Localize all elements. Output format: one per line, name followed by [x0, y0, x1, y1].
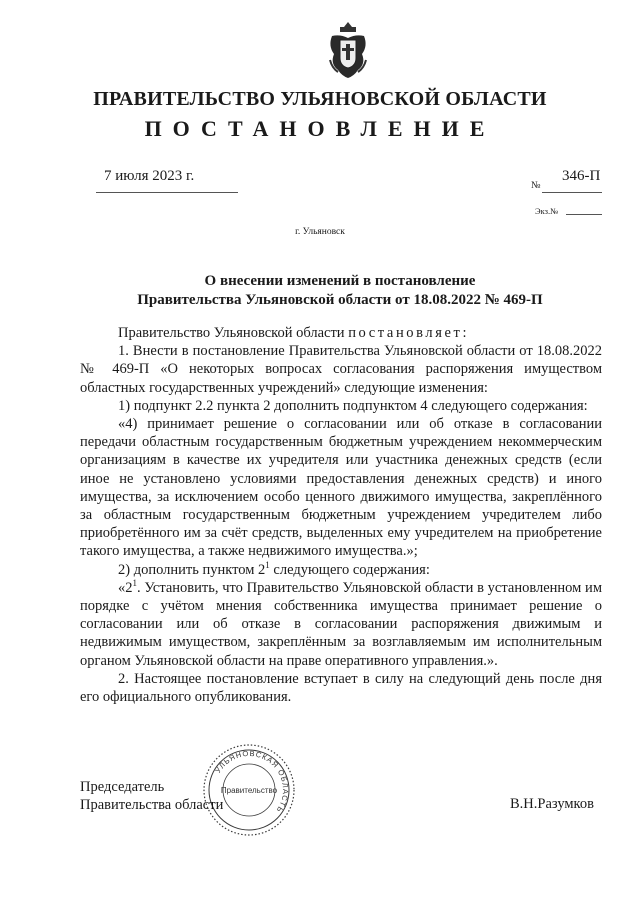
position-line-2: Правительства области	[80, 797, 224, 813]
date-underline	[96, 192, 238, 193]
document-body	[80, 324, 602, 706]
heading-line-2: Правительства Ульяновской области от 18.08.2022 № 469-П	[137, 292, 543, 308]
number-sign: №	[531, 180, 541, 191]
stamp-center-text: Правительство	[220, 786, 278, 795]
heading-line-1: О внесении изменений в постановление	[204, 273, 476, 289]
copy-number-label: Экз.№	[535, 206, 559, 216]
item-1: 1. Внести в постановление Правительства Ульяновской области от 18.08.2022 № 469-П «О некоторых вопросах согласования распоряжения имуществом областных государственных учреждений» следующие изменения:	[80, 343, 602, 396]
item-1-2: 2) дополнить пунктом $2^1$ следующего содержания:	[118, 559, 430, 578]
item-2: 2. Настоящее постановление вступает в силу на следующий день после дня его официального опубликования.	[80, 670, 602, 706]
copy-number-underline	[566, 214, 602, 215]
city: г. Ульяновск	[295, 227, 345, 237]
signatory-name: В.Н.Разумков	[510, 796, 594, 812]
document-heading	[80, 272, 600, 310]
document-date: 7 июля 2023 г.	[104, 168, 195, 184]
government-title: ПРАВИТЕЛЬСТВО УЛЬЯНОВСКОЙ ОБЛАСТИ	[93, 88, 547, 110]
stamp-ring-text: УЛЬЯНОВСКАЯ ОБЛАСТЬ	[213, 748, 291, 815]
document-type: ПОСТАНОВЛЕНИЕ	[144, 116, 496, 141]
position-line-1: Председатель	[80, 779, 165, 795]
coat-of-arms-emblem	[326, 20, 370, 84]
document-number: 346-П	[562, 168, 601, 184]
item-1-2-text: «$2^1$. Установить, что Правительство Ульяновской области в установленном им порядке с учётом мнения собственника имущества принимает решение о согласовании или об отказе в согласовании распоряжения движимым и недвижимым имуществом, закреплённым за возглавляемым им исполнительным органом Ульяновской области на праве оперативного управления.».	[80, 578, 602, 669]
item-1-1-text: «4) принимает решение о согласовании или об отказе в согласовании передачи областным государственным бюджетным учреждением некоммерческим организациям в качестве их учредителя или участника денежных средств (если иное не установлено условиями предоставления денежных средств) и иного имущества, за исключением особо ценного движимого имущества, закреплённого за областным государственным бюджетным учреждением учредителем либо приобретённого им за счёт средств, выделенных ему учредителем на приобретение такого имущества, а также недвижимого имущества.»;	[80, 416, 602, 560]
item-1-1: 1) подпункт 2.2 пункта 2 дополнить подпунктом 4 следующего содержания:	[118, 397, 588, 414]
decree-verb: постановляет:	[348, 325, 470, 341]
intro-paragraph: Правительство Ульяновской области постановляет:	[118, 325, 470, 341]
number-underline	[542, 192, 602, 193]
svg-text:УЛЬЯНОВСКАЯ ОБЛАСТЬ	[213, 749, 290, 815]
signatory-position	[80, 778, 223, 814]
